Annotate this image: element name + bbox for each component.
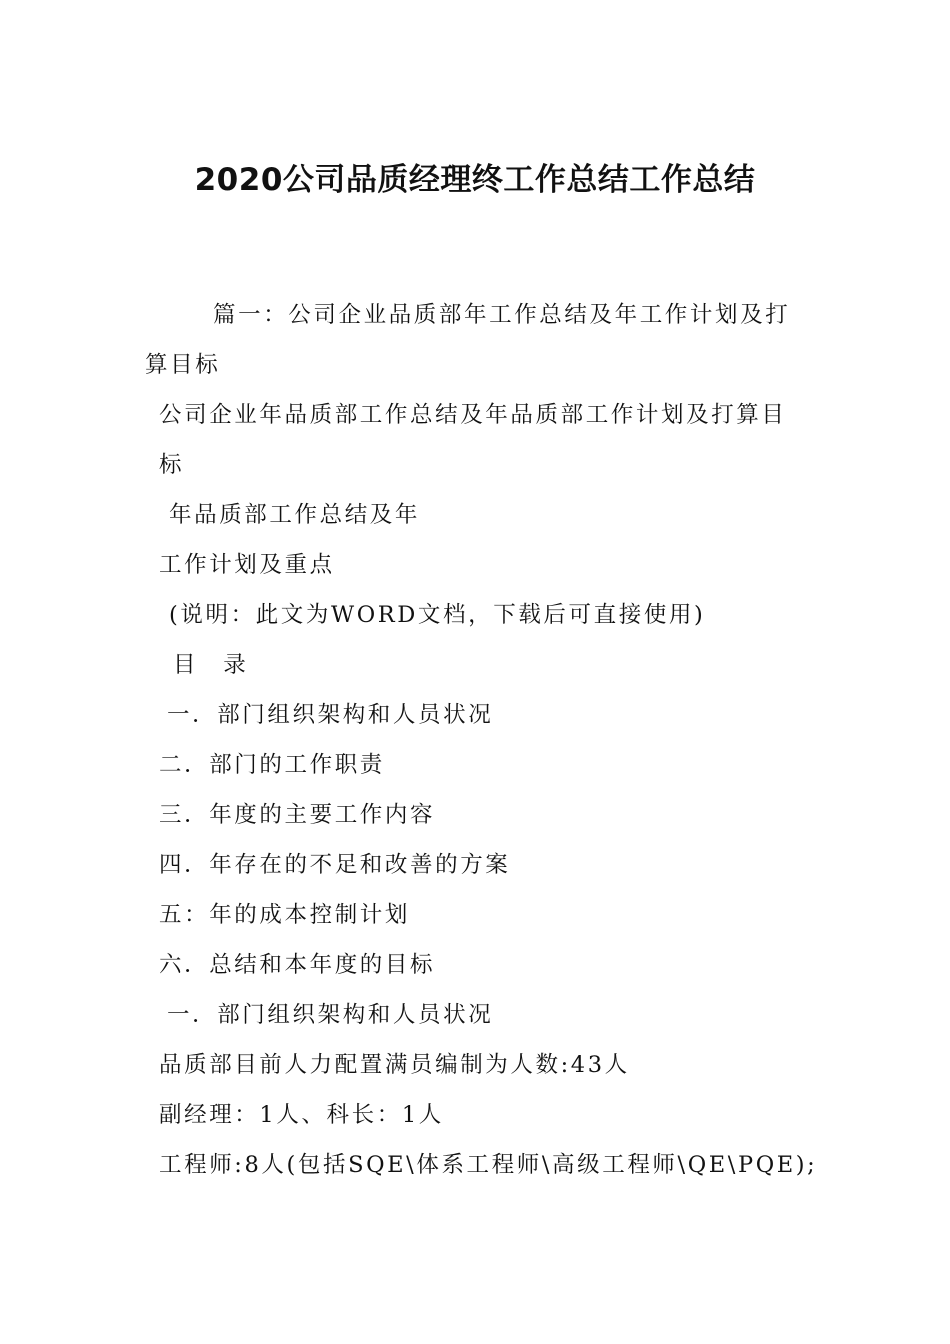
paragraph-subtitle: 公司企业年品质部工作总结及年品质部工作计划及打算目标 (159, 402, 787, 478)
document-title: 2020公司品质经理终工作总结工作总结 (194, 162, 756, 198)
section-heading: 一．部门组织架构和人员状况 (167, 1002, 494, 1028)
toc-item: 四．年存在的不足和改善的方案 (159, 852, 511, 878)
paragraph-engineers: 工程师:8人(包括SQE\体系工程师\高级工程师\QE\PQE); (159, 1152, 818, 1178)
paragraph-managers: 副经理：1人、科长：1人 (159, 1102, 444, 1128)
toc-item: 一．部门组织架构和人员状况 (167, 702, 494, 728)
toc-item: 六．总结和本年度的目标 (159, 952, 436, 978)
paragraph-staffing: 品质部目前人力配置满员编制为人数:43人 (159, 1052, 630, 1078)
paragraph-note: (说明：此文为WORD文档，下载后可直接使用) (169, 602, 706, 628)
document-body (145, 290, 818, 1190)
toc-heading: 目 录 (173, 652, 249, 678)
paragraph-plan-title: 工作计划及重点 (159, 552, 335, 578)
toc-item: 三．年度的主要工作内容 (159, 802, 436, 828)
toc-item: 二．部门的工作职责 (159, 752, 385, 778)
paragraph-report-title: 年品质部工作总结及年 (169, 502, 421, 528)
paragraph-section-heading: 篇一：公司企业品质部年工作总结及年工作计划及打算目标 (145, 302, 791, 378)
toc-item: 五：年的成本控制计划 (159, 902, 411, 928)
